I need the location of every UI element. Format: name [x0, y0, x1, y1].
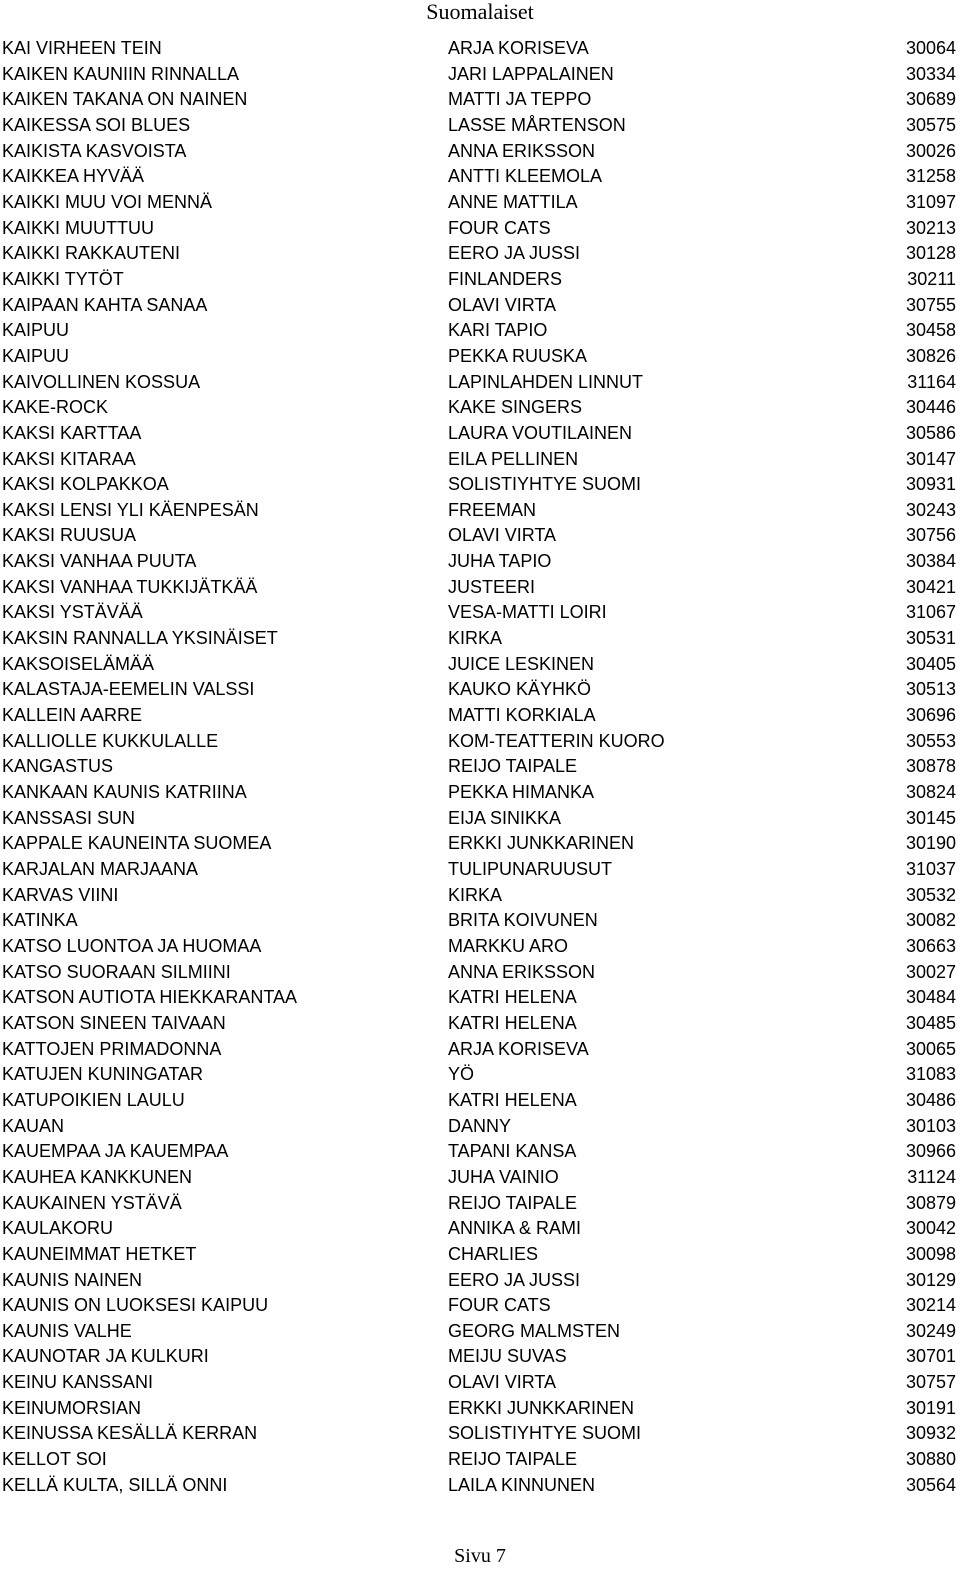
song-artist: FOUR CATS	[448, 1295, 551, 1316]
song-title: KATSO SUORAAN SILMIINI	[2, 961, 231, 982]
song-artist: ERKKI JUNKKARINEN	[448, 1397, 635, 1418]
song-code: 30191	[905, 1397, 956, 1418]
table-row	[0, 1062, 960, 1088]
song-artist: ANNA ERIKSSON	[448, 140, 596, 161]
song-code: 30878	[905, 756, 956, 777]
song-artist: PEKKA HIMANKA	[448, 782, 595, 803]
song-artist: VESA-MATTI LOIRI	[448, 602, 607, 623]
song-title: KAIKKI MUU VOI MENNÄ	[2, 191, 213, 212]
song-code: 30103	[905, 1115, 956, 1136]
song-title: KAKSI YSTÄVÄÄ	[2, 602, 143, 623]
song-code: 30701	[905, 1346, 956, 1367]
song-title: KAIVOLLINEN KOSSUA	[2, 371, 201, 392]
table-row	[0, 857, 960, 883]
song-code: 30064	[905, 38, 956, 58]
song-title: KAIKKEA HYVÄÄ	[2, 166, 145, 187]
table-row	[0, 139, 960, 165]
song-code: 30966	[905, 1141, 956, 1162]
song-artist: JUSTEERI	[448, 576, 536, 597]
song-artist: REIJO TAIPALE	[448, 1449, 578, 1470]
table-row	[0, 1396, 960, 1422]
song-title: KATINKA	[2, 910, 78, 931]
page-number: Sivu 7	[454, 1545, 506, 1567]
table-row	[0, 1447, 960, 1473]
song-artist: ANNA ERIKSSON	[448, 961, 596, 982]
table-row	[0, 447, 960, 473]
song-artist: ARJA KORISEVA	[448, 1038, 589, 1059]
table-row	[0, 87, 960, 113]
song-artist: EERO JA JUSSI	[448, 243, 581, 264]
song-code: 30696	[905, 705, 956, 726]
song-code: 31097	[905, 191, 956, 212]
song-artist: KAKE SINGERS	[448, 397, 583, 418]
table-row	[0, 883, 960, 909]
song-title: KAUNOTAR JA KULKURI	[2, 1346, 209, 1367]
song-code: 31083	[905, 1064, 956, 1085]
song-code: 30486	[905, 1089, 956, 1110]
song-code: 31037	[905, 859, 956, 879]
song-code: 30826	[905, 345, 956, 366]
song-artist: CHARLIES	[448, 1243, 539, 1264]
table-row	[0, 729, 960, 755]
song-title: KANSSASI SUN	[2, 807, 136, 828]
song-code: 30586	[905, 422, 956, 443]
song-code: 30145	[905, 807, 956, 828]
song-code: 31124	[907, 1166, 956, 1187]
song-title: KAIKESSA SOI BLUES	[2, 114, 191, 135]
song-artist: OLAVI VIRTA	[448, 525, 557, 546]
song-code: 30421	[905, 576, 956, 597]
table-row	[0, 395, 960, 421]
song-code: 30553	[905, 730, 956, 751]
table-row	[0, 1165, 960, 1191]
song-artist: FINLANDERS	[448, 268, 563, 289]
song-artist: LAPINLAHDEN LINNUT	[448, 371, 644, 392]
song-title: KAIKKI RAKKAUTENI	[2, 243, 181, 264]
song-code: 30214	[905, 1295, 956, 1316]
song-artist: LAILA KINNUNEN	[448, 1474, 596, 1495]
song-code: 30098	[905, 1243, 956, 1264]
song-code: 30932	[905, 1423, 956, 1444]
song-title: KAPPALE KAUNEINTA SUOMEA	[2, 833, 272, 854]
song-code: 30931	[905, 474, 956, 495]
song-artist: DANNY	[448, 1115, 512, 1136]
table-row	[0, 164, 960, 190]
song-artist: JUHA VAINIO	[448, 1166, 559, 1187]
song-code: 30026	[905, 140, 956, 161]
song-title: KALLIOLLE KUKKULALLE	[2, 730, 219, 751]
table-row	[0, 1319, 960, 1345]
song-artist: REIJO TAIPALE	[448, 756, 578, 777]
song-artist: SOLISTIYHTYE SUOMI	[448, 474, 642, 495]
song-title: KAKSI RUUSUA	[2, 525, 137, 546]
song-title: KAIKEN TAKANA ON NAINEN	[2, 89, 248, 110]
table-row	[0, 575, 960, 601]
table-row	[0, 1139, 960, 1165]
song-title: KAIKISTA KASVOISTA	[2, 140, 187, 161]
song-title: KAIPAAN KAHTA SANAA	[2, 294, 208, 315]
song-artist: YÖ	[448, 1064, 475, 1085]
page-title: Suomalaiset	[426, 0, 534, 24]
song-code: 30446	[905, 397, 956, 418]
song-artist: MEIJU SUVAS	[448, 1346, 567, 1367]
song-title: KAKSI KITARAA	[2, 448, 136, 469]
song-code: 30689	[905, 89, 956, 110]
song-title: KAIKEN KAUNIIN RINNALLA	[2, 63, 240, 84]
song-code: 30663	[905, 935, 956, 956]
table-row	[0, 831, 960, 857]
song-code: 30384	[905, 551, 956, 572]
song-title: KANGASTUS	[2, 756, 114, 777]
song-title: KAIKKI MUUTTUU	[2, 217, 155, 238]
song-artist: TAPANI KANSA	[448, 1141, 577, 1162]
table-row	[0, 780, 960, 806]
song-title: KANKAAN KAUNIS KATRIINA	[2, 782, 247, 803]
song-code: 30065	[905, 1038, 956, 1059]
table-row	[0, 523, 960, 549]
table-row	[0, 703, 960, 729]
song-artist: KIRKA	[448, 884, 503, 905]
table-row	[0, 960, 960, 986]
song-code: 30824	[905, 782, 956, 803]
song-code: 30082	[905, 910, 956, 931]
song-title: KATTOJEN PRIMADONNA	[2, 1038, 222, 1059]
table-row	[0, 472, 960, 498]
song-title: KEINUMORSIAN	[2, 1397, 142, 1418]
song-code: 30575	[905, 114, 956, 135]
table-row	[0, 549, 960, 575]
song-code: 30564	[905, 1474, 956, 1495]
table-row	[0, 985, 960, 1011]
song-artist: JARI LAPPALAINEN	[448, 63, 614, 84]
table-row	[0, 600, 960, 626]
song-artist: LAURA VOUTILAINEN	[448, 422, 633, 443]
table-row	[0, 1114, 960, 1140]
song-title: KAKSI LENSI YLI KÄENPESÄN	[2, 499, 259, 520]
song-code: 30334	[905, 63, 956, 84]
song-artist: ANNIKA & RAMI	[448, 1218, 582, 1239]
song-artist: SOLISTIYHTYE SUOMI	[448, 1423, 642, 1444]
table-row	[0, 1037, 960, 1063]
song-title: KELLOT SOI	[2, 1449, 107, 1470]
song-title: KARVAS VIINI	[2, 884, 119, 905]
song-title: KARJALAN MARJAANA	[2, 859, 199, 879]
table-row	[0, 1293, 960, 1319]
table-row	[0, 113, 960, 139]
song-code: 30757	[905, 1372, 956, 1393]
song-code: 30485	[905, 1012, 956, 1033]
table-row	[0, 677, 960, 703]
song-title: KATSO LUONTOA JA HUOMAA	[2, 935, 262, 956]
table-row	[0, 1370, 960, 1396]
song-title: KAULAKORU	[2, 1218, 114, 1239]
table-row	[0, 293, 960, 319]
table-row	[0, 36, 960, 62]
song-artist: KARI TAPIO	[448, 320, 548, 341]
song-title: KATUPOIKIEN LAULU	[2, 1089, 185, 1110]
song-title: KEINU KANSSANI	[2, 1372, 154, 1393]
song-title: KAUEMPAA JA KAUEMPAA	[2, 1141, 229, 1162]
song-title: KATSON SINEEN TAIVAAN	[2, 1012, 226, 1033]
song-code: 30027	[905, 961, 956, 982]
song-title: KAUHEA KANKKUNEN	[2, 1166, 193, 1187]
song-artist: REIJO TAIPALE	[448, 1192, 578, 1213]
song-code: 30405	[905, 653, 956, 674]
song-artist: BRITA KOIVUNEN	[448, 910, 598, 931]
table-row	[0, 934, 960, 960]
song-artist: ANNE MATTILA	[448, 191, 578, 212]
song-artist: PEKKA RUUSKA	[448, 345, 588, 366]
table-row	[0, 806, 960, 832]
song-artist: KATRI HELENA	[448, 987, 577, 1008]
song-code: 30249	[905, 1320, 956, 1341]
song-artist: EERO JA JUSSI	[448, 1269, 581, 1290]
song-code: 30458	[905, 320, 956, 341]
song-artist: OLAVI VIRTA	[448, 1372, 557, 1393]
song-artist: KATRI HELENA	[448, 1012, 577, 1033]
song-title: KAUNIS NAINEN	[2, 1269, 143, 1290]
song-title: KAKE-ROCK	[2, 397, 109, 418]
song-title: KAI VIRHEEN TEIN	[2, 38, 162, 58]
song-code: 30513	[905, 679, 956, 700]
song-code: 30147	[905, 448, 956, 469]
song-artist: ANTTI KLEEMOLA	[448, 166, 603, 187]
song-artist: LASSE MÅRTENSON	[448, 114, 626, 135]
table-row	[0, 908, 960, 934]
song-title: KAUAN	[2, 1115, 65, 1136]
table-row	[0, 1191, 960, 1217]
song-title: KELLÄ KULTA, SILLÄ ONNI	[2, 1474, 228, 1495]
song-title: KAUNIS ON LUOKSESI KAIPUU	[2, 1295, 269, 1316]
song-title: KAIPUU	[2, 320, 70, 341]
song-code: 30531	[905, 628, 956, 649]
song-artist: FOUR CATS	[448, 217, 551, 238]
song-title: KAKSI VANHAA PUUTA	[2, 551, 197, 572]
song-title: KAIPUU	[2, 345, 70, 366]
table-row	[0, 1473, 960, 1499]
song-title: KATSON AUTIOTA HIEKKARANTAA	[2, 987, 298, 1008]
song-title: KAUNEIMMAT HETKET	[2, 1243, 197, 1264]
song-artist: TULIPUNARUUSUT	[448, 859, 613, 879]
song-code: 30879	[905, 1192, 956, 1213]
table-row	[0, 344, 960, 370]
song-code: 30484	[905, 987, 956, 1008]
song-code: 31067	[905, 602, 956, 623]
song-artist: FREEMAN	[448, 499, 537, 520]
song-artist: GEORG MALMSTEN	[448, 1320, 621, 1341]
table-row	[0, 370, 960, 396]
table-row	[0, 1268, 960, 1294]
table-row	[0, 754, 960, 780]
song-title: KAKSIN RANNALLA YKSINÄISET	[2, 628, 278, 649]
song-artist: MATTI JA TEPPO	[448, 89, 592, 110]
song-title: KAKSI KOLPAKKOA	[2, 474, 169, 495]
song-title: KAIKKI TYTÖT	[2, 268, 124, 289]
song-title: KAUNIS VALHE	[2, 1320, 132, 1341]
song-artist: KIRKA	[448, 628, 503, 649]
song-code: 30190	[905, 833, 956, 854]
song-artist: EILA PELLINEN	[448, 448, 579, 469]
table-row	[0, 190, 960, 216]
song-artist: JUICE LESKINEN	[448, 653, 595, 674]
song-code: 30042	[905, 1218, 956, 1239]
song-artist: KAUKO KÄYHKÖ	[448, 679, 592, 700]
table-row	[0, 1216, 960, 1242]
table-row	[0, 318, 960, 344]
song-title: KAKSOISELÄMÄÄ	[2, 653, 155, 674]
song-title: KALLEIN AARRE	[2, 705, 143, 726]
table-row	[0, 498, 960, 524]
table-row	[0, 421, 960, 447]
table-row	[0, 1344, 960, 1370]
table-row	[0, 216, 960, 242]
song-title: KEINUSSA KESÄLLÄ KERRAN	[2, 1423, 258, 1444]
song-artist: MARKKU ARO	[448, 935, 569, 956]
song-code: 30213	[905, 217, 956, 238]
song-code: 30243	[905, 499, 956, 520]
table-row	[0, 1011, 960, 1037]
song-artist: EIJA SINIKKA	[448, 807, 562, 828]
song-code: 31258	[905, 166, 956, 187]
song-code: 30755	[905, 294, 956, 315]
song-artist: ARJA KORISEVA	[448, 38, 589, 58]
song-code: 30880	[905, 1449, 956, 1470]
song-title: KAKSI VANHAA TUKKIJÄTKÄÄ	[2, 576, 258, 597]
table-row	[0, 267, 960, 293]
table-row	[0, 652, 960, 678]
song-code: 30211	[907, 268, 956, 289]
song-code: 30129	[905, 1269, 956, 1290]
song-title: KATUJEN KUNINGATAR	[2, 1064, 204, 1085]
table-row	[0, 626, 960, 652]
song-code: 30532	[905, 884, 956, 905]
song-code: 30756	[905, 525, 956, 546]
song-title: KAUKAINEN YSTÄVÄ	[2, 1192, 182, 1213]
table-row	[0, 241, 960, 267]
song-artist: MATTI KORKIALA	[448, 705, 596, 726]
song-artist: KOM-TEATTERIN KUORO	[448, 730, 665, 751]
table-row	[0, 1242, 960, 1268]
song-artist: OLAVI VIRTA	[448, 294, 557, 315]
table-row	[0, 1421, 960, 1447]
song-artist: KATRI HELENA	[448, 1089, 577, 1110]
table-row	[0, 1088, 960, 1114]
song-title: KAKSI KARTTAA	[2, 422, 142, 443]
song-artist: ERKKI JUNKKARINEN	[448, 833, 635, 854]
song-title: KALASTAJA-EEMELIN VALSSI	[2, 679, 255, 700]
song-artist: JUHA TAPIO	[448, 551, 552, 572]
table-row	[0, 62, 960, 88]
song-table	[0, 36, 960, 1498]
song-code: 30128	[905, 243, 956, 264]
song-code: 31164	[907, 371, 956, 392]
